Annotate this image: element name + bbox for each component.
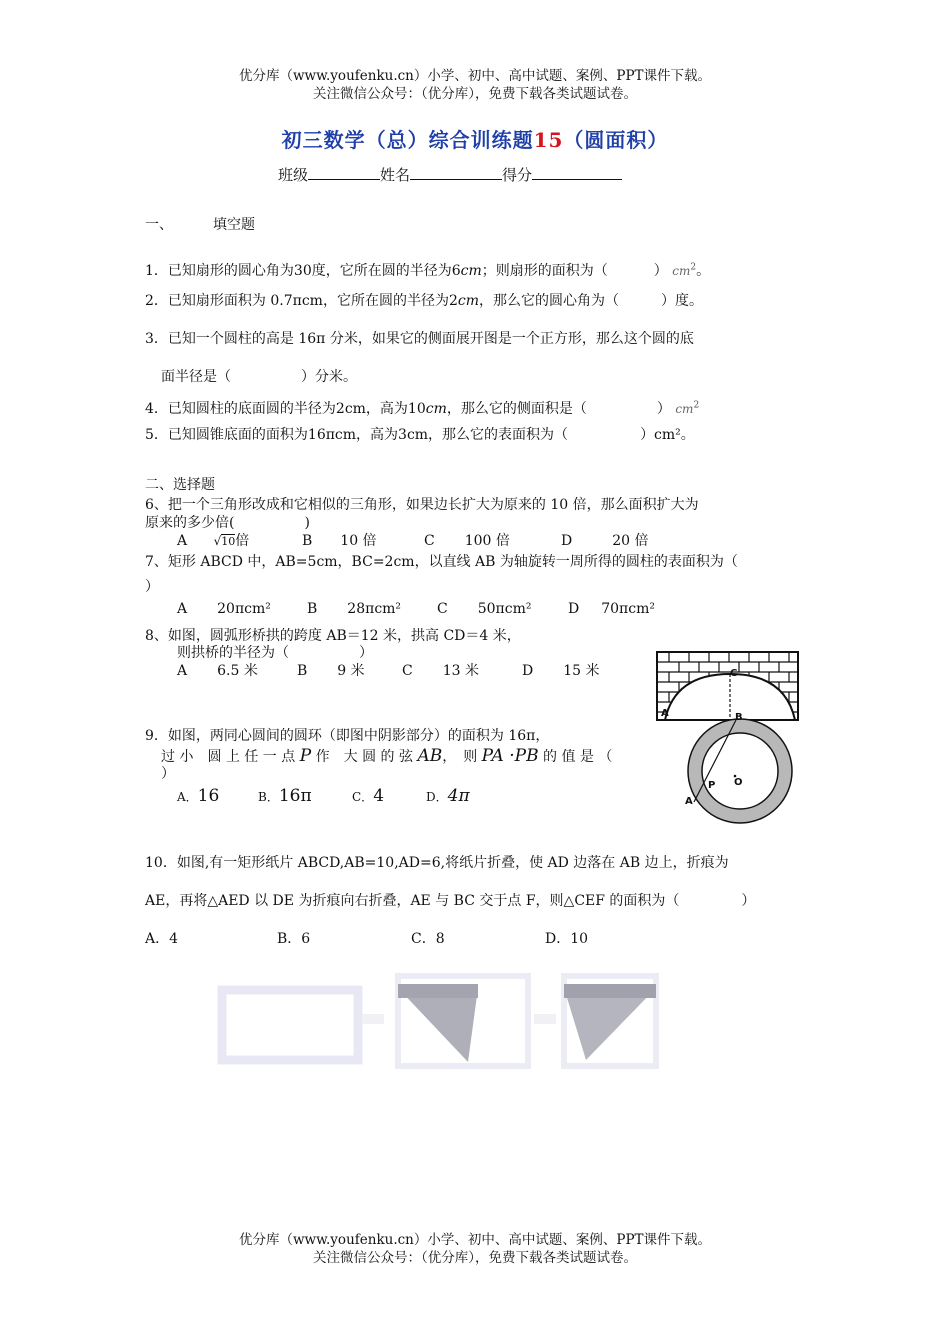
q8-opt-b-letter: B (297, 663, 308, 679)
sqrt-icon: √ (213, 534, 222, 548)
question-8-line-1: 8、如图，圆弧形桥拱的跨度 AB＝12 米，拱高 CD＝4 米， (145, 628, 521, 644)
score-label: 得分 (502, 166, 533, 184)
q6-line2: 原来的多少倍( (145, 515, 235, 531)
q9-opt-b-val: 16π (278, 786, 312, 806)
q4-close: ） (656, 401, 671, 417)
q1-end: 。 (696, 263, 711, 279)
bridge-label-a: A (661, 708, 669, 719)
q9-opt-b-letter: B． (258, 790, 279, 804)
q7-opt-c-val: 50πcm² (477, 601, 532, 617)
q9-opt-a-val: 16 (197, 786, 220, 806)
q8-opt-c-val: 13 米 (442, 663, 479, 679)
q6-opt-a-radicand: 10 (221, 535, 236, 548)
annulus-label-b: B (735, 712, 743, 723)
section1-num: 一、 (145, 217, 173, 233)
section1-heading (145, 214, 255, 234)
q10-option-a[interactable]: A．4 (145, 931, 179, 947)
q9-option-c[interactable] (352, 786, 384, 806)
annulus-figure (680, 714, 800, 824)
q4-after: ，那么它的侧面积是（ (446, 401, 587, 417)
q4-sup: 2 (693, 400, 700, 411)
q6-opt-b-val: 10 倍 (340, 533, 377, 549)
annulus-label-o: O (734, 777, 743, 788)
q7-opt-b-letter: B (307, 601, 318, 617)
q10-option-b[interactable]: B．6 (277, 931, 311, 947)
q7-opt-a-letter: A (177, 601, 188, 617)
question-6-line-2 (145, 512, 310, 532)
title-sub: （圆面积） (563, 128, 669, 152)
question-9-line-1: 9．如图，两同心圆间的圆环（即图中阴影部分）的面积为 16π， (145, 728, 550, 744)
q5-text: 5．已知圆锥底面的面积为16πcm，高为3cm，那么它的表面积为（ (145, 427, 569, 443)
section2-heading: 二、选择题 (145, 477, 215, 493)
class-label: 班级 (278, 166, 309, 184)
annulus-label-p: P (708, 780, 716, 791)
title-number: 15 (533, 128, 564, 152)
q8-option-d[interactable] (522, 660, 600, 680)
title-main: 初三数学（总）综合训练题 (281, 128, 534, 152)
q9-option-b[interactable] (258, 786, 312, 806)
q6-opt-c-val: 100 倍 (464, 533, 510, 549)
header-line-1: 优分库（www.youfenku.cn）小学、初中、高中试题、案例、PPT课件下载。 (238, 68, 712, 84)
q6-opt-a-letter: A (177, 533, 188, 549)
q8-option-b[interactable] (297, 660, 365, 680)
q9-l2d: 的 值 是 （ (543, 749, 613, 765)
bridge-arch-figure (655, 650, 800, 722)
q9-opt-c-letter: C． (352, 790, 374, 804)
q1-after: ；则扇形的面积为（ (481, 263, 608, 279)
q9-l2b: 作 大 圆 的 弦 (315, 749, 413, 765)
q4-ans-unit: cm (675, 402, 694, 416)
question-1 (145, 260, 710, 280)
q1-ans-unit: cm (672, 264, 691, 278)
question-3-line-2 (161, 366, 357, 386)
q8-opt-d-val: 15 米 (563, 663, 600, 679)
q7-option-b[interactable] (307, 601, 401, 617)
question-8-line-2 (177, 642, 373, 662)
q6-close: ) (304, 515, 310, 531)
q6-opt-c-letter: C (424, 533, 435, 549)
q9-opt-d-letter: D． (426, 790, 448, 804)
q6-opt-d-val: 20 倍 (612, 533, 649, 549)
q9-point-p: P (299, 746, 312, 766)
q1-close: ） (653, 263, 668, 279)
q6-option-b[interactable] (302, 530, 377, 550)
q8-close: ） (359, 645, 373, 661)
q6-option-a[interactable] (177, 530, 249, 550)
q6-option-c[interactable] (424, 530, 510, 550)
question-7-line-2: ） (145, 579, 159, 595)
q6-opt-b-letter: B (302, 533, 313, 549)
q4-unit: cm (425, 401, 447, 417)
q7-option-c[interactable] (437, 601, 531, 617)
name-blank[interactable] (410, 165, 502, 180)
q7-opt-d-letter: D (568, 601, 580, 617)
q9-expr: PA ·PB (481, 746, 539, 766)
q7-option-d[interactable] (568, 601, 655, 617)
q2-text: 2．已知扇形面积为 0.7πcm，它所在圆的半径为2 (145, 293, 458, 309)
q2-after: ，那么它的圆心角为（ (478, 293, 619, 309)
q9-opt-d-val: 4π (447, 786, 470, 806)
section1-label: 填空题 (213, 217, 255, 233)
q8-opt-b-val: 9 米 (337, 663, 365, 679)
question-5 (145, 424, 695, 444)
q9-option-d[interactable] (426, 786, 470, 806)
q8-line2: 则拱桥的半径为（ (177, 645, 289, 661)
footer-line-1: 优分库（www.youfenku.cn）小学、初中、高中试题、案例、PPT课件下载。 (238, 1232, 712, 1248)
q10-option-d[interactable]: D．10 (545, 931, 589, 947)
question-9-line-3: ） (161, 766, 175, 782)
question-4 (145, 398, 699, 418)
q10-line2: AE，再将△AED 以 DE 为折痕向右折叠，AE 与 BC 交于点 F，则△CEF 的面积为（ (145, 893, 680, 909)
q1-unit: cm (460, 263, 482, 279)
paper-folding-figure (216, 970, 661, 1076)
question-2 (145, 290, 703, 310)
question-10-line-1: 10．如图,有一矩形纸片 ABCD,AB=10,AD=6,将纸片折叠，使 AD 边落在 AB 边上，折痕为 (145, 855, 729, 871)
q9-option-a[interactable] (177, 786, 219, 806)
question-6-line-1: 6、把一个三角形改成和它相似的三角形，如果边长扩大为原来的 10 倍，那么面积扩大为 (145, 497, 699, 513)
page-title (0, 124, 950, 153)
question-7-line-1: 7、矩形 ABCD 中，AB=5cm，BC=2cm，以直线 AB 为轴旋转一周所得的圆柱的表面积为（ (145, 554, 738, 570)
q7-opt-a-val: 20πcm² (217, 601, 271, 617)
q5-close: ）cm²。 (640, 427, 695, 443)
question-10-line-2 (145, 890, 755, 910)
q2-unit: cm (457, 293, 479, 309)
q9-l2a: 过 小 圆 上 任 一 点 (161, 749, 296, 765)
q8-opt-d-letter: D (522, 663, 534, 679)
q7-option-a[interactable] (177, 601, 271, 617)
q2-close: ）度。 (660, 293, 703, 309)
question-9-line-2 (161, 746, 612, 766)
q9-opt-a-letter: A． (177, 790, 198, 804)
bridge-label-c: C (730, 668, 738, 679)
q9-chord-ab: AB (417, 746, 443, 766)
q7-opt-b-val: 28πcm² (347, 601, 402, 617)
q6-option-d[interactable] (561, 530, 649, 550)
q9-l2c: ， 则 (442, 749, 478, 765)
name-label: 姓名 (380, 166, 411, 184)
footer-line-2: 关注微信公众号：（优分库），免费下载各类试题试卷。 (313, 1250, 637, 1266)
q4-text: 4．已知圆柱的底面圆的半径为2cm，高为10 (145, 401, 426, 417)
q8-opt-a-val: 6.5 米 (217, 663, 258, 679)
question-3-line-1: 3．已知一个圆柱的高是 16π 分米，如果它的侧面展开图是一个正方形，那么这个圆的底 (145, 331, 694, 347)
q10-option-c[interactable]: C．8 (411, 931, 445, 947)
q8-opt-c-letter: C (402, 663, 413, 679)
q1-text: 1．已知扇形的圆心角为30度，它所在圆的半径为6 (145, 263, 461, 279)
student-info (278, 164, 622, 185)
q6-opt-d-letter: D (561, 533, 573, 549)
q10-close: ） (741, 893, 756, 909)
q8-option-a[interactable] (177, 660, 258, 680)
q3-close: ）分米。 (301, 369, 357, 385)
q9-opt-c-val: 4 (373, 786, 385, 806)
q8-option-c[interactable] (402, 660, 479, 680)
q3-line2: 面半径是（ (161, 369, 231, 385)
annulus-label-a: A (685, 796, 693, 807)
header-line-2: 关注微信公众号：（优分库），免费下载各类试题试卷。 (313, 86, 637, 102)
q1-sup: 2 (690, 262, 697, 273)
q7-opt-d-val: 70πcm² (601, 601, 655, 617)
q6-opt-a-after: 倍 (235, 533, 250, 549)
q7-opt-c-letter: C (437, 601, 448, 617)
score-blank[interactable] (532, 165, 622, 180)
class-blank[interactable] (308, 165, 380, 180)
q8-opt-a-letter: A (177, 663, 188, 679)
